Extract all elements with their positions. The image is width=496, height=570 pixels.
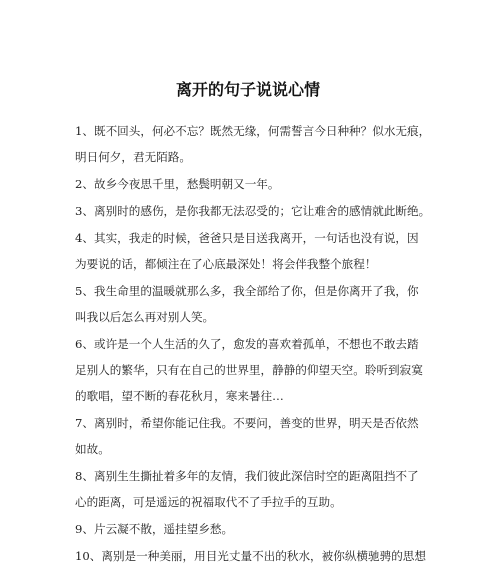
- paragraph: [75, 331, 425, 409]
- paragraph: [75, 278, 425, 330]
- paragraph-line: 3、离别时的感伤，是你我都无法忍受的；它让难舍的感情就此断绝。: [75, 204, 431, 218]
- paragraph: [75, 463, 425, 515]
- paragraph-line: 明日何夕，君无陌路。: [75, 150, 191, 164]
- paragraph-line: 的歌唱，望不断的春花秋月，寒来暑往…: [75, 389, 284, 403]
- paragraph-line: 叫我以后怎么再对别人笑。: [75, 310, 215, 324]
- paragraph: [75, 118, 431, 170]
- paragraph-line: 4、其实，我走的时候，爸爸只是目送我离开，一句话也没有说，因: [75, 231, 419, 245]
- paragraph: [75, 410, 425, 462]
- document-body: [75, 118, 431, 570]
- paragraph-line: 心的距离，可是遥远的祝福取代不了手拉手的互助。: [75, 495, 342, 509]
- paragraph-line: 1、既不回头，何必不忘？既然无缘，何需誓言今日种种？似水无痕，: [75, 124, 431, 138]
- paragraph-line: 如故。: [75, 442, 110, 456]
- paragraph-line: 10、离别是一种美丽，用目光丈量不出的秋水，被你纵横驰骋的思想: [75, 549, 426, 563]
- paragraph-line: 9、片云凝不散，遥挂望乡愁。: [75, 522, 234, 536]
- document-title: 离开的句子说说心情: [175, 80, 320, 99]
- paragraph: [75, 171, 425, 197]
- paragraph-line: 8、离别生生撕扯着多年的友情，我们彼此深信时空的距离阻挡不了: [75, 469, 419, 483]
- paragraph-line: 6、或许是一个人生活的久了，愈发的喜欢着孤单，不想也不敢去踏: [75, 337, 419, 351]
- paragraph-line: 5、我生命里的温暖就那么多，我全部给了你，但是你离开了我，你: [75, 284, 419, 298]
- paragraph-line: 7、离别时，希望你能记住我。不要问，善变的世界，明天是否依然: [75, 416, 419, 430]
- paragraph-line: 2、故乡今夜思千里，愁鬓明朝又一年。: [75, 177, 280, 191]
- paragraph: [75, 225, 425, 277]
- paragraph-line: 为要说的话，都倾注在了心底最深处！将会伴我整个旅程！: [75, 257, 377, 271]
- paragraph: [75, 198, 431, 224]
- paragraph: [75, 516, 425, 542]
- paragraph-line: 足别人的繁华，只有在自己的世界里，静静的仰望天空。聆听到寂寞: [75, 363, 423, 377]
- paragraph: [75, 543, 425, 569]
